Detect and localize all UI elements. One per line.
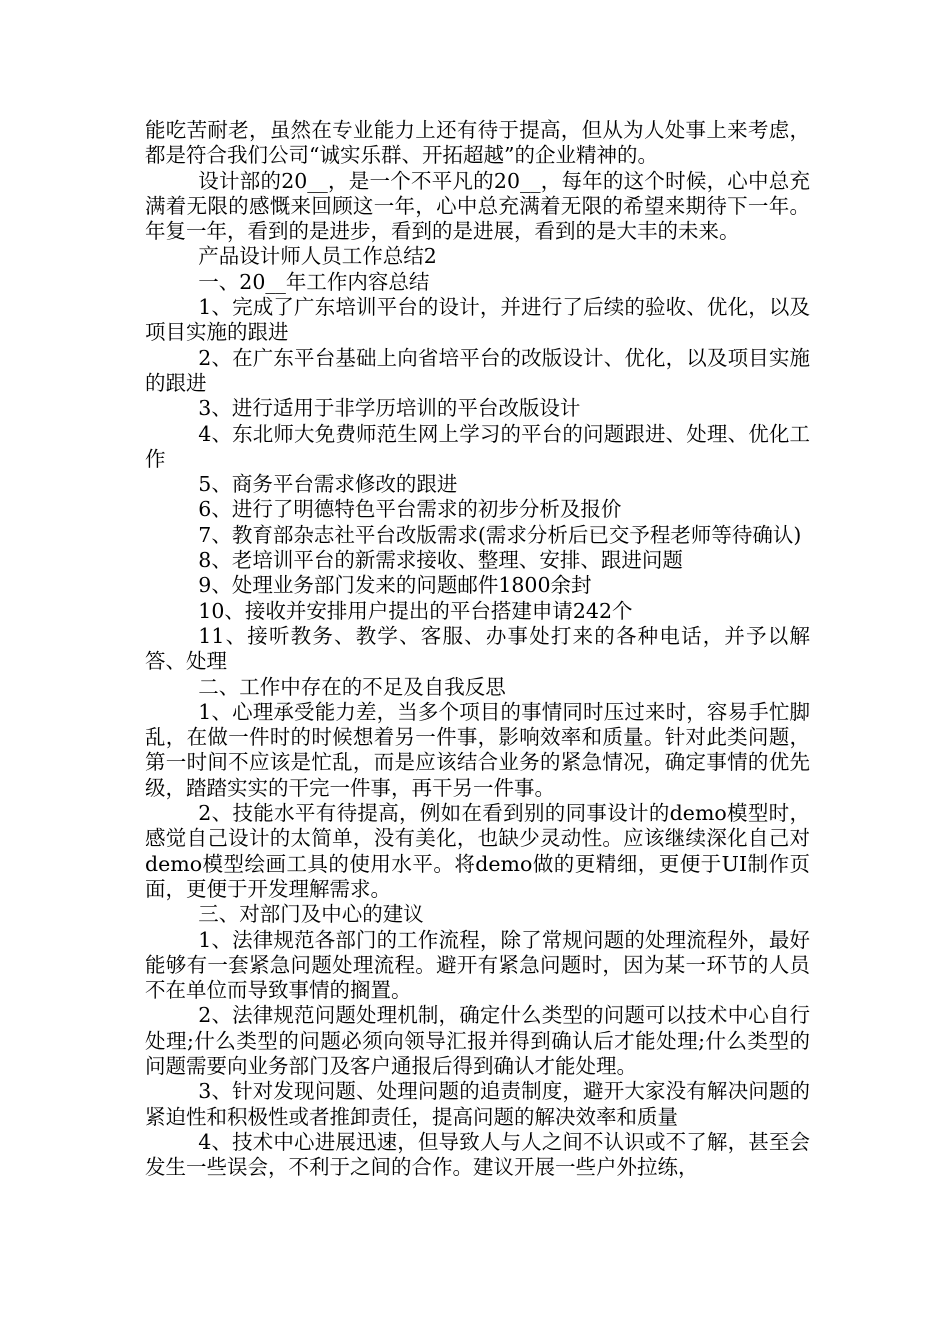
paragraph-continuation: 能吃苦耐老，虽然在专业能力上还有待于提高，但从为人处事上来考虑，都是符合我们公司“诚实乐群、开拓超越”的企业精神的。 — [145, 118, 810, 168]
heading-work-content: 一、20__年工作内容总结 — [198, 269, 430, 294]
shortcoming-item-2: 2、技能水平有待提高，例如在看到别的同事设计的demo模型时，感觉自己设计的太简单，没有美化，也缺少灵动性。应该继续深化自己对demo模型绘画工具的使用水平。将demo做的更精细，更便于UI制作页面，更便于开发理解需求。 — [145, 801, 810, 901]
suggestion-item-2: 2、法律规范问题处理机制，确定什么类型的问题可以技术中心自行处理;什么类型的问题必须向领导汇报并得到确认后才能处理;什么类型的问题需要向业务部门及客户通报后得到确认才能处理。 — [145, 1003, 810, 1078]
paragraph-design-dept-year: 设计部的20__，是一个不平凡的20__，每年的这个时候，心中总充满着无限的感慨来回顾这一年，心中总充满着无限的希望来期待下一年。年复一年，看到的是进步，看到的是进展，看到的是大丰的未来。 — [145, 168, 810, 244]
list-item-3: 3、进行适用于非学历培训的平台改版设计 — [198, 396, 581, 421]
list-item-5: 5、商务平台需求修改的跟进 — [198, 472, 458, 497]
list-item-6: 6、进行了明德特色平台需求的初步分析及报价 — [198, 497, 622, 522]
shortcoming-item-1: 1、心理承受能力差，当多个项目的事情同时压过来时，容易手忙脚乱，在做一件时的时候想着另一件事，影响效率和质量。针对此类问题，第一时间不应该是忙乱，而是应该结合业务的紧急情况，确定事情的优先级，踏踏实实的干完一件事，再干另一件事。 — [145, 699, 810, 800]
list-item-2: 2、在广东平台基础上向省培平台的改版设计、优化，以及项目实施的跟进 — [145, 345, 810, 395]
list-item-1: 1、完成了广东培训平台的设计，并进行了后续的验收、优化，以及项目实施的跟进 — [145, 295, 810, 345]
suggestion-item-1: 1、法律规范各部门的工作流程，除了常规问题的处理流程外，最好能够有一套紧急问题处理流程。避开有紧急问题时，因为某一环节的人员不在单位而导致事情的搁置。 — [145, 927, 810, 1003]
list-item-10: 10、接收并安排用户提出的平台搭建申请242个 — [198, 598, 633, 623]
list-item-11: 11、接听教务、教学、客服、办事处打来的各种电话，并予以解答、处理 — [145, 623, 810, 674]
suggestion-item-3: 3、针对发现问题、处理问题的追责制度，避开大家没有解决问题的紧迫性和积极性或者推卸责任，提高问题的解决效率和质量 — [145, 1079, 810, 1129]
heading-shortcomings: 二、工作中存在的不足及自我反思 — [198, 674, 506, 699]
list-item-4: 4、东北师大免费师范生网上学习的平台的问题跟进、处理、优化工作 — [145, 421, 810, 471]
section-title-summary-2: 产品设计师人员工作总结2 — [198, 244, 437, 269]
list-item-7: 7、教育部杂志社平台改版需求(需求分析后已交予程老师等待确认) — [198, 522, 802, 547]
document-body — [145, 118, 810, 1180]
heading-suggestions: 三、对部门及中心的建议 — [198, 902, 424, 927]
list-item-8: 8、老培训平台的新需求接收、整理、安排、跟进问题 — [198, 548, 683, 573]
suggestion-item-4: 4、技术中心进展迅速，但导致人与人之间不认识或不了解，甚至会发生一些误会，不利于之间的合作。建议开展一些户外拉练， — [145, 1129, 810, 1180]
list-item-9: 9、处理业务部门发来的问题邮件1800余封 — [198, 573, 592, 598]
